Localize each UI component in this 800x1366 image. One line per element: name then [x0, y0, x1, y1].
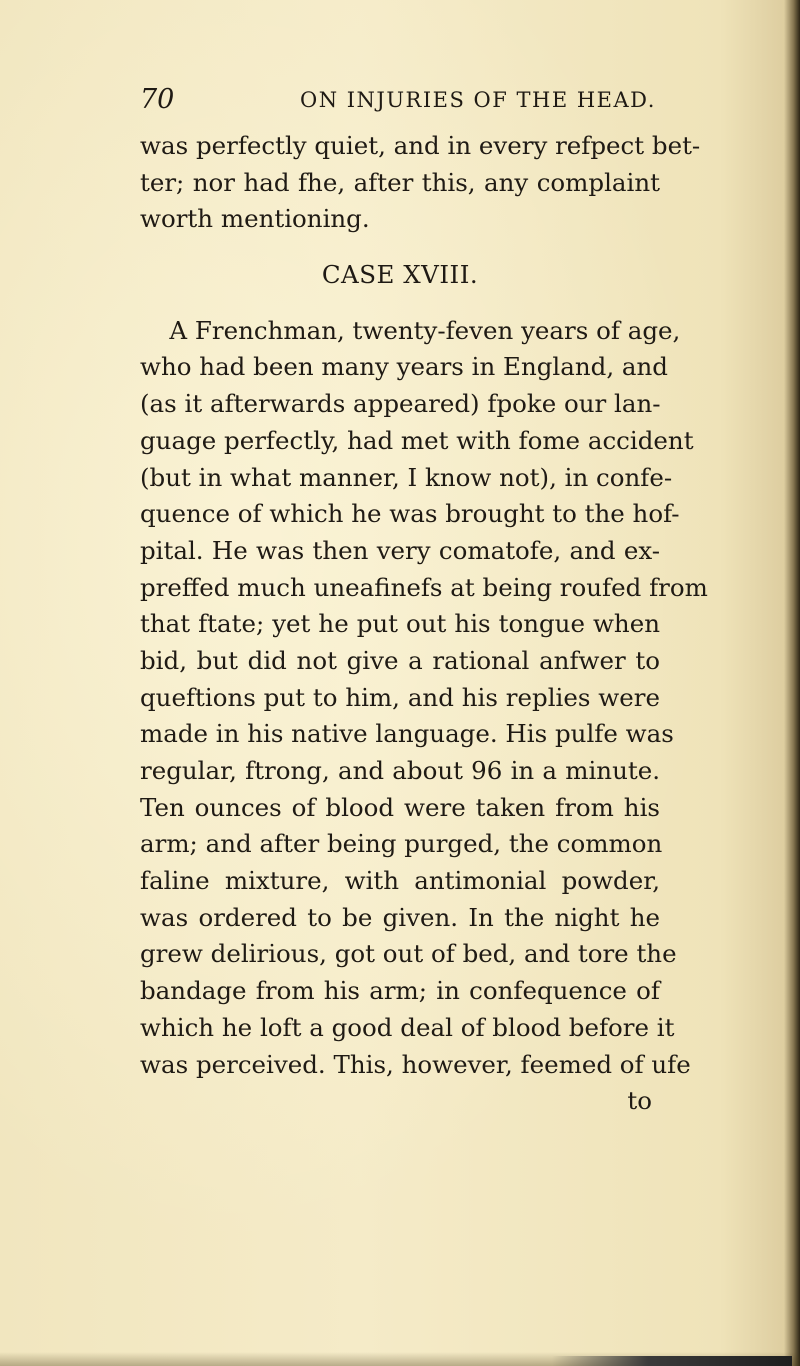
text-line: (but in what manner, I know not), in confe- [140, 462, 673, 492]
text-line: ter; nor had fhe, after this, any complaint [140, 167, 660, 197]
scan-edge-mark [552, 1356, 792, 1366]
text-line: that ftate; yet he put out his tongue when [140, 609, 660, 639]
text-line: preffed much uneafinefs at being roufed from [140, 572, 708, 602]
text-line: faline mixture, with antimonial powder, [140, 866, 660, 896]
case-heading: CASE XVIII. [321, 260, 479, 290]
text-line: was perceived. This, however, feemed of ufe [140, 1049, 691, 1079]
body-text [140, 128, 708, 1120]
text-line: quence of which he was brought to the hof- [140, 499, 680, 529]
text-line: bandage from his arm; in confequence of [140, 976, 660, 1006]
text-line: A Frenchman, twenty-feven years of age, [169, 315, 681, 345]
catchword: to [627, 1086, 652, 1116]
text-line: bid, but did not give a rational anfwer to [140, 645, 660, 675]
text-line: (as it afterwards appeared) fpoke our lan- [140, 389, 661, 419]
page-number: 70 [140, 84, 175, 115]
page-edge-shadow [784, 0, 800, 1366]
text-line: worth mentioning. [140, 204, 370, 234]
text-line: queftions put to him, and his replies were [140, 682, 660, 712]
text-line: arm; and after being purged, the common [140, 829, 663, 859]
text-line: was ordered to be given. In the night he [140, 902, 660, 932]
text-line: who had been many years in England, and [140, 352, 668, 382]
page-header [140, 80, 660, 120]
text-line: was perfectly quiet, and in every refpect bet- [140, 131, 701, 160]
case-paragraph [140, 313, 708, 1120]
text-line: Ten ounces of blood were taken from his [140, 792, 660, 822]
text-line: which he loft a good deal of blood before it [140, 1012, 675, 1042]
text-line: regular, ftrong, and about 96 in a minute. [140, 756, 660, 785]
running-head: ON INJURIES OF THE HEAD. [300, 88, 656, 112]
text-line: pital. He was then very comatofe, and ex- [140, 535, 660, 565]
text-line: grew delirious, got out of bed, and tore the [140, 939, 677, 969]
text-line: guage perfectly, had met with fome accident [140, 425, 694, 455]
text-line: made in his native language. His pulfe was [140, 719, 674, 749]
